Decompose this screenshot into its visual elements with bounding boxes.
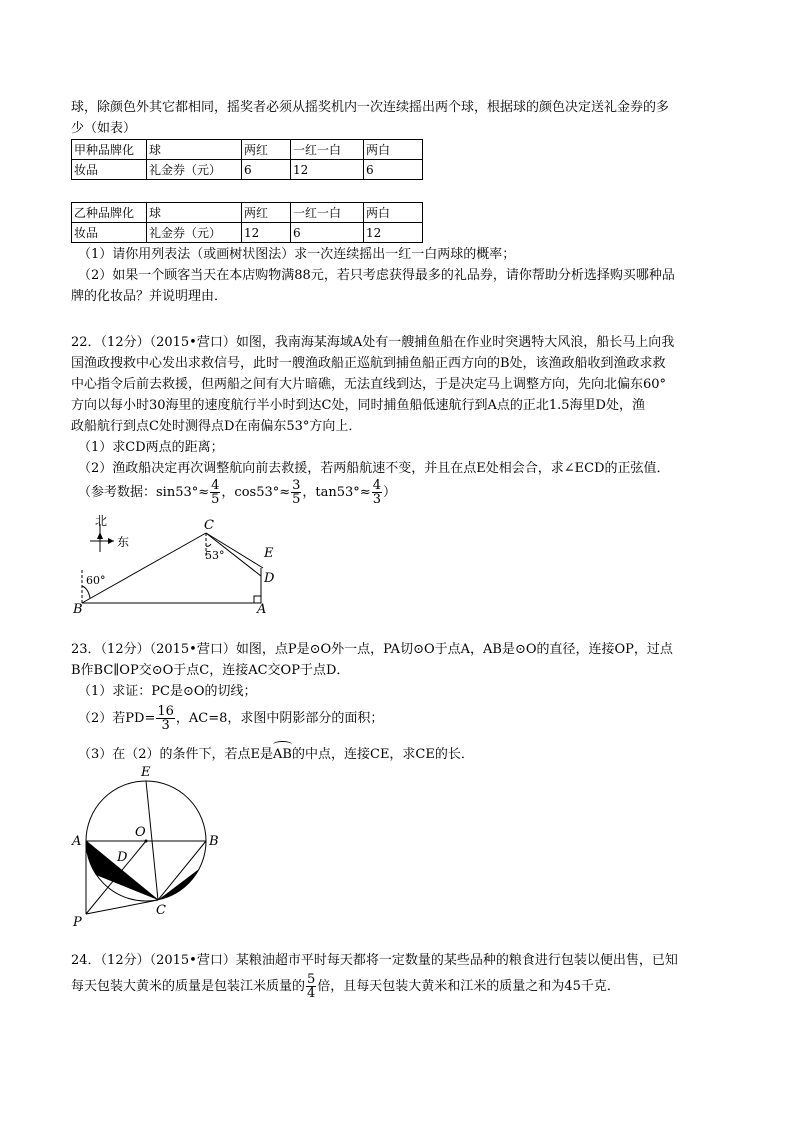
table-cell: 12	[242, 223, 291, 243]
q21-table-b	[71, 202, 423, 243]
q22-figure	[68, 512, 288, 616]
table-cell: 两红	[242, 140, 291, 160]
table-cell: 6	[291, 223, 364, 243]
table-cell: 6	[242, 160, 291, 180]
table-cell: 礼金券（元）	[147, 223, 242, 243]
angle-60-label: 60°	[86, 574, 106, 587]
angle-arc-53	[206, 544, 211, 546]
table-cell: 两红	[242, 203, 291, 223]
q22-line2: 国渔政搜救中心发出求救信号，此时一艘渔政船正巡航到捕鱼船正西方向的B处，该渔政船收到渔政求救	[71, 356, 666, 371]
fraction-3-5	[291, 479, 301, 506]
q23-part2	[78, 704, 383, 734]
numerator: 4	[372, 478, 381, 493]
q22-part2: （2）渔政船决定再次调整航向前去救援，若两船航速不变，并且在点E处相会合，求∠ECD的正弦值．	[78, 461, 670, 476]
table-cell: 乙种品牌化	[72, 203, 147, 223]
angle-53-label: 53°	[205, 549, 225, 562]
q22-line3: 中心指令后前去救援，但两船之间有大片暗礁，无法直线到达，于是决定马上调整方向，先向北偏东60°	[71, 377, 667, 392]
q24-line1: 24．（12分）（2015•营口）某粮油超市平时每天都将一定数量的某些品种的粮食进行包装以便出售，已知	[71, 953, 678, 968]
ref-cos-label: ，cos53°≈	[221, 485, 291, 500]
fraction-16-3	[156, 705, 175, 732]
point-p-label: P	[73, 915, 82, 930]
numerator: 4	[211, 478, 220, 493]
q22-line5: 政船航行到点C处时测得点D在南偏东53°方向上．	[71, 419, 362, 434]
point-c-label: C	[204, 518, 214, 533]
point-d-label: D	[117, 850, 128, 865]
table-row	[72, 223, 423, 243]
q22-line1: 22．（12分）（2015•营口）如图，我南海某海域A处有一艘捕鱼船在作业时突遇特大风浪，船长马上向我	[71, 335, 675, 350]
q23-part1: （1）求证：PC是⊙O的切线；	[78, 684, 257, 699]
fraction-5-4	[306, 973, 316, 1000]
q24-line2-suffix: 倍，且每天包装大黄米和江米的质量之和为45千克．	[317, 979, 620, 994]
point-e-label: E	[264, 546, 274, 561]
point-o-label: O	[135, 825, 146, 840]
fraction-4-5	[210, 479, 220, 506]
denominator: 4	[307, 986, 316, 1001]
q23-figure	[66, 764, 236, 932]
part3-prefix: （3）在（2）的条件下，若点E是	[78, 747, 274, 762]
east-arrow-icon	[108, 538, 114, 544]
q22-reference-data	[78, 478, 396, 508]
ref-close: ）	[383, 485, 397, 500]
shaded-region-right	[158, 869, 199, 900]
part2-prefix: （2）若PD=	[78, 711, 156, 726]
east-label: 东	[117, 535, 130, 549]
point-a-label: A	[72, 834, 82, 849]
denominator: 5	[211, 492, 220, 507]
q21-line2: 少（如表）	[71, 121, 137, 136]
point-d-label: D	[264, 571, 275, 586]
part2-suffix: ，AC=8，求图中阴影部分的面积；	[175, 711, 384, 726]
angle-arc-60	[82, 586, 90, 598]
q23-line2: B作BC∥OP交⊙O于点C，连接AC交OP于点D．	[71, 663, 350, 678]
point-c-label: C	[156, 903, 166, 918]
arc-ab: AB	[273, 745, 292, 765]
table-row	[72, 140, 423, 160]
point-b-label: B	[73, 602, 83, 616]
table-cell: 一红一白	[291, 203, 364, 223]
table-cell: 两白	[364, 203, 423, 223]
q24-line2	[71, 972, 620, 1002]
q22-part1: （1）求CD两点的距离；	[78, 440, 224, 455]
denominator: 3	[161, 718, 170, 733]
q21-line1: 球，除颜色外其它都相同，摇奖者必须从摇奖机内一次连续摇出两个球，根据球的颜色决定送礼金券的多	[71, 100, 670, 115]
denominator: 3	[372, 492, 381, 507]
q21-part2a: （2）如果一个顾客当天在本店购物满88元，若只考虑获得最多的礼品券，请你帮助分析选择购买哪种品	[78, 268, 675, 283]
table-cell: 球	[147, 203, 242, 223]
fraction-4-3	[372, 479, 382, 506]
q21-table-a	[71, 139, 423, 180]
table-row	[72, 160, 423, 180]
table-cell: 两白	[364, 140, 423, 160]
q21-part1: （1）请你用列表法（或画树状图法）求一次连续摇出一红一白两球的概率；	[78, 247, 516, 262]
q22-line4: 方向以每小时30海里的速度航行半小时到达C处，同时捕鱼船低速航行到A点的正北1.5海里D处，渔	[71, 398, 645, 413]
table-cell: 12	[291, 160, 364, 180]
q23-part3	[78, 745, 474, 765]
segment-bc	[82, 533, 206, 603]
numerator: 5	[307, 972, 316, 987]
table-cell: 礼金券（元）	[147, 160, 242, 180]
ref-tan-label: ，tan53°≈	[302, 485, 371, 500]
denominator: 5	[292, 492, 301, 507]
point-a-label: A	[257, 602, 267, 616]
table-cell: 妆品	[72, 160, 147, 180]
point-e-label: E	[141, 765, 151, 780]
table-cell: 球	[147, 140, 242, 160]
table-cell: 妆品	[72, 223, 147, 243]
north-label: 北	[95, 514, 108, 528]
table-cell: 一红一白	[291, 140, 364, 160]
point-b-label: B	[209, 834, 219, 849]
numerator: 3	[292, 478, 301, 493]
q21-part2b: 牌的化妆品？并说明理由．	[71, 289, 228, 304]
table-row	[72, 203, 423, 223]
ref-sin-label: （参考数据：sin53°≈	[78, 485, 210, 500]
table-cell: 12	[364, 223, 423, 243]
q23-line1: 23．（12分）（2015•营口）如图，点P是⊙O外一点，PA切⊙O于点A，AB是⊙O的直径，连接OP，过点	[71, 642, 673, 657]
numerator: 16	[157, 704, 174, 719]
table-cell: 6	[364, 160, 423, 180]
part3-suffix: 的中点，连接CE，求CE的长．	[292, 747, 474, 762]
q24-line2-prefix: 每天包装大黄米的质量是包装江米质量的	[71, 979, 306, 994]
table-cell: 甲种品牌化	[72, 140, 147, 160]
segment-pc	[86, 900, 158, 914]
north-arrow-icon	[97, 532, 103, 539]
